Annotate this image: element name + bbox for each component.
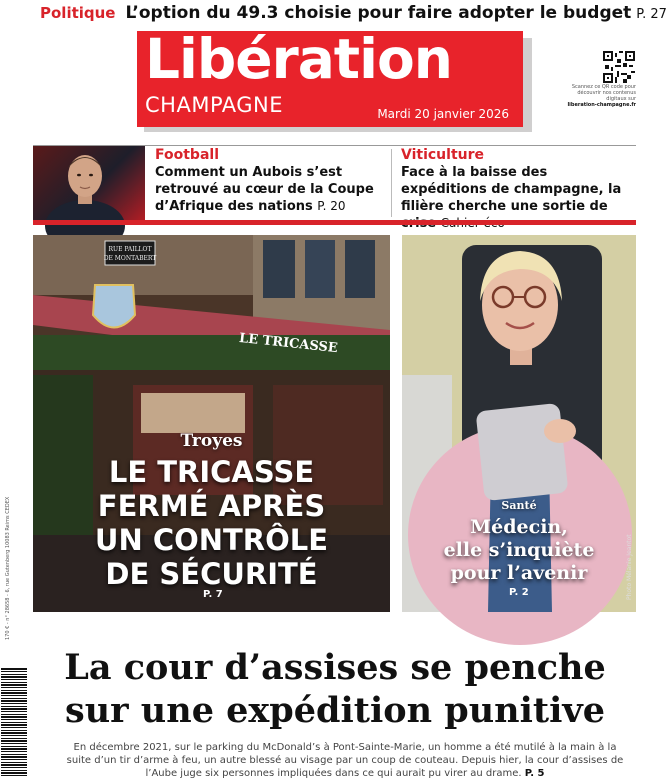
story-kicker: Football [155,147,219,163]
story-football[interactable] [155,147,385,215]
side-info: 170 € - n° 28658 - 6, rue Gutenberg 10083 Reims CEDEX [5,496,11,640]
story-text: Face à la baisse des expéditions de champagne, la filière cherche une sortie de [401,164,636,232]
barcode [1,668,27,776]
masthead [137,27,523,127]
top-teaser[interactable] [40,3,667,25]
feature-left-headline: LE TRICASSE FERMÉ APRÈS UN CONTRÔLE DE SÉCURITÉ [94,455,329,591]
masthead-title: Libération [145,27,452,91]
shop-sign: LE TRICASSE [238,330,339,357]
photo-credit: Photo Mélanie Jeantot [626,534,633,600]
qr-note-site[interactable]: liberation-champagne.fr [567,102,636,108]
red-rule [33,220,636,225]
street-sign-line2: DE MONTABERT [103,255,157,262]
main-headline[interactable]: La cour d’assises se penche sur une expédition punitive [64,647,606,731]
lede-text: En décembre 2021, sur le parking du McDonald’s à Pont-Sainte-Marie, un homme a été mutilé à la main à la suite d’un tir d’arme à feu, un autre blessé au visage par un coup de couteau. Depuis hier, la cour d’assises de l’Aube juge six personnes impliquées dans ce qui aurait pu virer au drame. [66,742,624,779]
qr-note [556,84,636,108]
top-teaser-headline[interactable]: L’option du 49.3 choisie pour faire adopter le budget [125,3,632,23]
top-teaser-kicker: Politique [40,4,116,22]
football-photo[interactable] [33,146,145,220]
feature-medecin[interactable] [402,235,636,612]
column-divider [391,149,392,217]
qr-note-text: Scannez ce QR code pour découvrir nos contenus digitaux sur [571,84,636,102]
feature-right-kicker: Santé [501,499,537,512]
street-sign-line1: RUE PAILLOT [108,246,152,253]
masthead-region: CHAMPAGNE [145,93,284,117]
story-text: Comment un Aubois s’est retrouvé au cœur de la Coupe d’Afrique des nations P. 20 [155,165,374,214]
feature-left-page: P. 7 [203,589,223,600]
story-page: P. 20 [317,199,346,213]
qr-code-icon[interactable] [603,51,635,83]
issue-date: Mardi 20 janvier 2026 [377,107,509,121]
feature-tricasse[interactable] [33,235,390,612]
feature-right-headline: Médecin, elle s’inquiète pour l’avenir [443,516,595,584]
lede-page: P. 5 [524,768,545,779]
main-lede [60,741,630,780]
feature-left-kicker: Troyes [180,431,243,451]
top-teaser-page: P. 27 [636,7,667,22]
feature-right-page: P. 2 [509,587,529,598]
story-kicker: Viticulture [401,147,485,163]
portrait-illustration [33,146,145,220]
